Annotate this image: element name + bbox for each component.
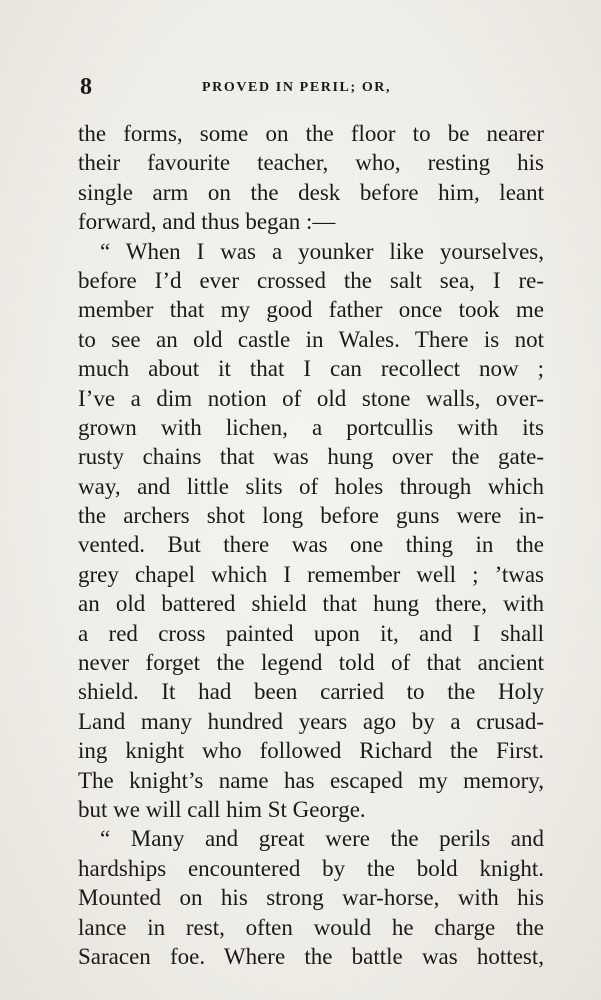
running-title: PROVED IN PERIL; OR, bbox=[202, 80, 392, 95]
text-line: vented. But there was one thing in the bbox=[78, 532, 544, 558]
text-line: Mounted on his strong war-horse, with his bbox=[78, 885, 544, 911]
text-line: rusty chains that was hung over the gate- bbox=[78, 444, 544, 470]
text-line: a red cross painted upon it, and I shall bbox=[78, 620, 544, 646]
text-line: their favourite teacher, who, resting his bbox=[78, 150, 544, 176]
text-line: hardships encountered by the bold knight. bbox=[78, 855, 544, 881]
text-line: The knight’s name has escaped my memory, bbox=[78, 767, 544, 793]
text-line: ing knight who followed Richard the First. bbox=[78, 738, 544, 764]
text-line: grey chapel which I remember well ; ’twas bbox=[78, 561, 544, 587]
text-line: never forget the legend told of that ancient bbox=[78, 650, 544, 676]
text-line: grown with lichen, a portcullis with its bbox=[78, 414, 544, 440]
running-head bbox=[80, 74, 540, 104]
page-number: 8 bbox=[80, 74, 92, 100]
text-line: lance in rest, often would he charge the bbox=[78, 914, 544, 940]
text-line: much about it that I can recollect now ; bbox=[78, 356, 544, 382]
text-line: to see an old castle in Wales. There is not bbox=[78, 326, 544, 352]
text-line: an old battered shield that hung there, with bbox=[78, 591, 544, 617]
text-line: shield. It had been carried to the Holy bbox=[78, 679, 544, 705]
text-line: the archers shot long before guns were in- bbox=[78, 503, 544, 529]
text-line: single arm on the desk before him, leant bbox=[78, 179, 544, 205]
text-line: member that my good father once took me bbox=[78, 297, 544, 323]
body-text bbox=[78, 119, 544, 971]
text-line: the forms, some on the floor to be nearer bbox=[78, 121, 544, 146]
text-line: way, and little slits of holes through which bbox=[78, 473, 544, 499]
text-line: “ Many and great were the perils and bbox=[100, 826, 544, 852]
text-line: Land many hundred years ago by a crusad- bbox=[78, 708, 544, 734]
text-line: before I’d ever crossed the salt sea, I re- bbox=[78, 267, 544, 293]
text-line: forward, and thus began :— bbox=[78, 209, 336, 235]
text-line: I’ve a dim notion of old stone walls, over- bbox=[78, 385, 544, 411]
text-line: Saracen foe. Where the battle was hottest, bbox=[78, 943, 544, 969]
text-line: but we will call him St George. bbox=[78, 796, 366, 822]
text-line: “ When I was a younker like yourselves, bbox=[100, 238, 544, 264]
